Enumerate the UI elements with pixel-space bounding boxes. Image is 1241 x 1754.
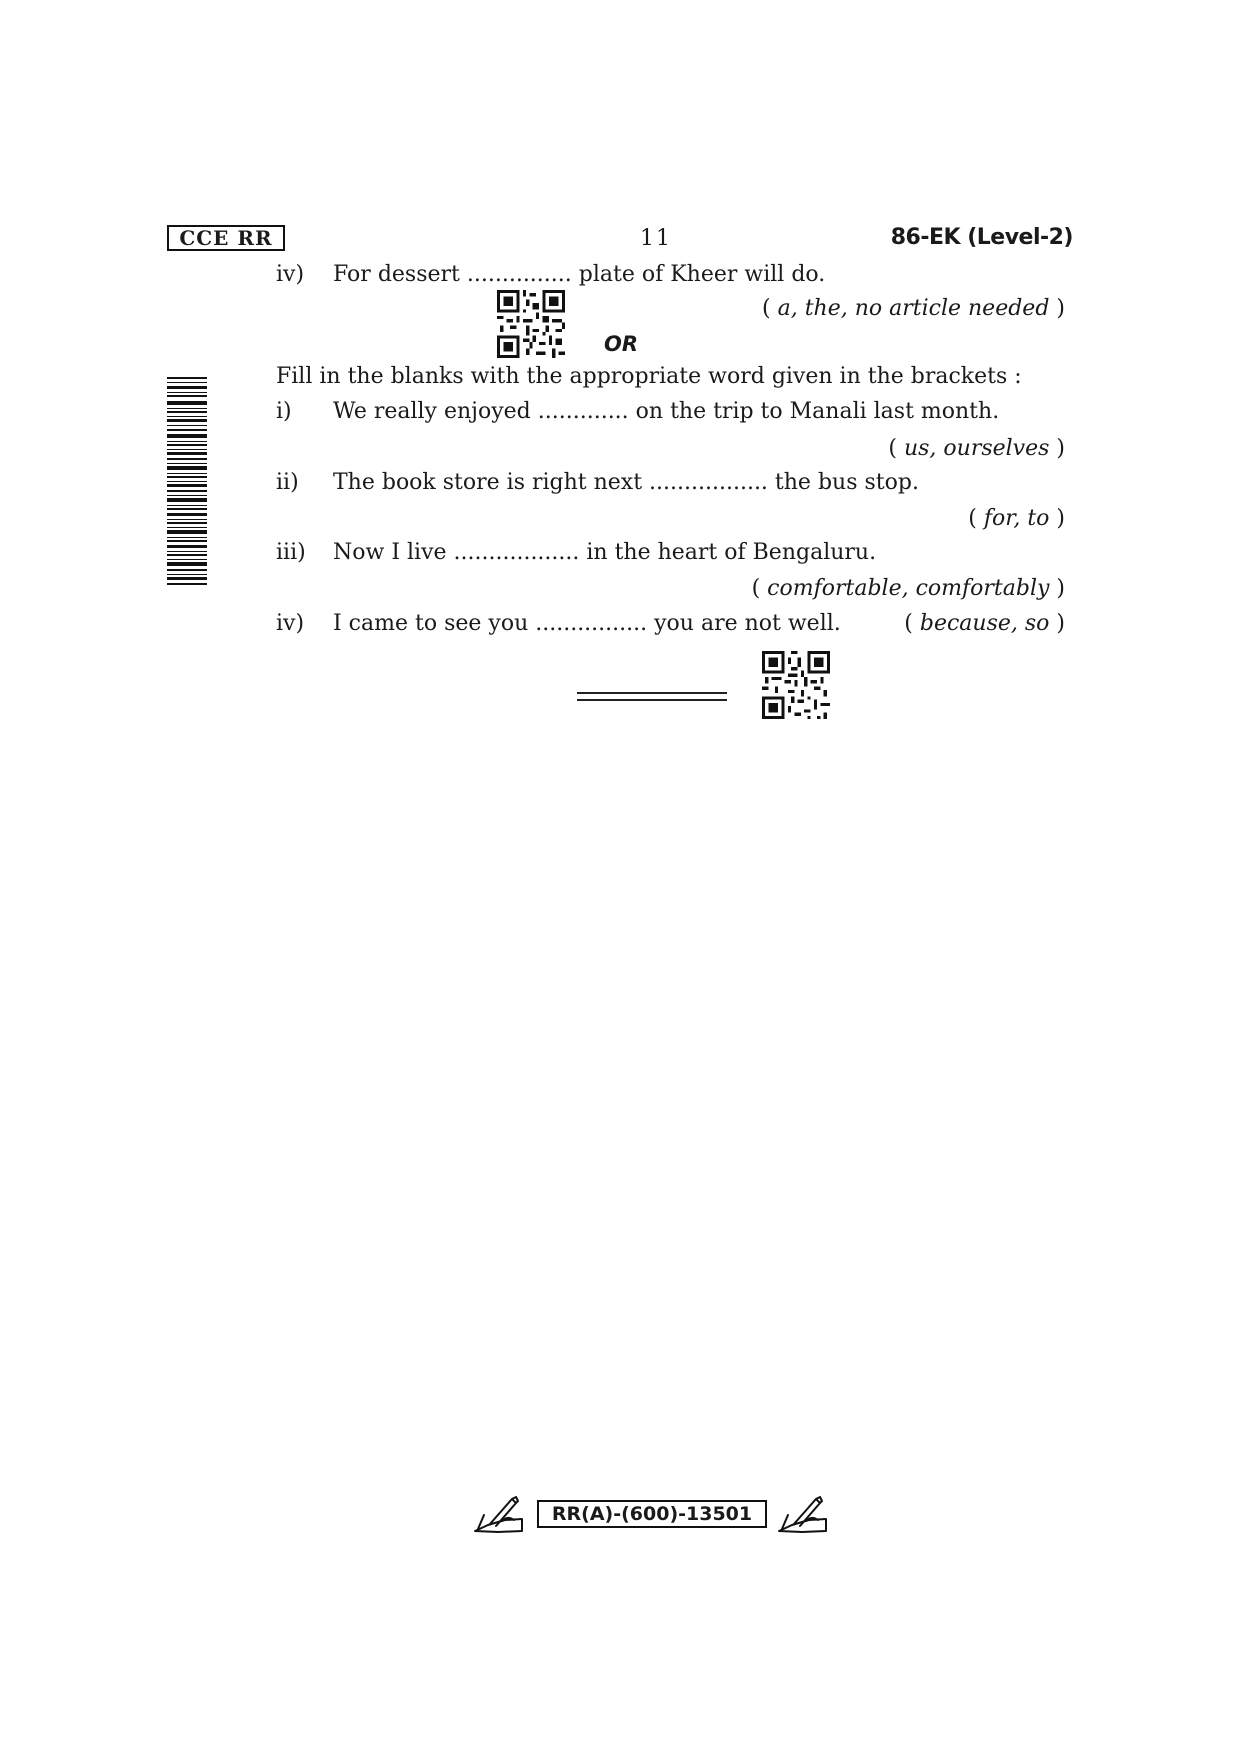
footer-code: RR(A)-(600)-13501 [537,1500,767,1528]
qr-code-icon [497,290,565,358]
paper-code: 86-EK (Level-2) [890,225,1073,250]
instruction: Fill in the blanks with the appropriate word given in the brackets : [276,364,1022,389]
item-options: ( because, so ) [904,611,1065,636]
page-number: 11 [640,226,672,251]
item-options: ( us, ourselves ) [888,436,1065,461]
or-label: OR [604,332,639,356]
barcode-icon [167,377,207,587]
item-number: i) [276,399,292,424]
item-number: ii) [276,470,299,495]
item-text: The book store is right next ................. the bus stop. [333,470,919,495]
item-text: For dessert ............... plate of Kheer will do. [333,262,826,287]
item-number: iv) [276,611,305,636]
item-number: iii) [276,540,306,565]
item-options: ( for, to ) [968,506,1065,531]
item-options: ( a, the, no article needed ) [762,296,1065,321]
end-rule [577,692,727,701]
item-options: ( comfortable, comfortably ) [751,576,1065,601]
writing-hand-icon [776,1495,830,1535]
qr-code-icon [762,651,830,719]
item-text: Now I live .................. in the heart of Bengaluru. [333,540,877,565]
series-box: CCE RR [167,225,285,251]
writing-hand-icon [472,1495,526,1535]
item-number: iv) [276,262,305,287]
item-text: We really enjoyed ............. on the trip to Manali last month. [333,399,1000,424]
item-text: I came to see you ................ you are not well. [333,611,841,636]
